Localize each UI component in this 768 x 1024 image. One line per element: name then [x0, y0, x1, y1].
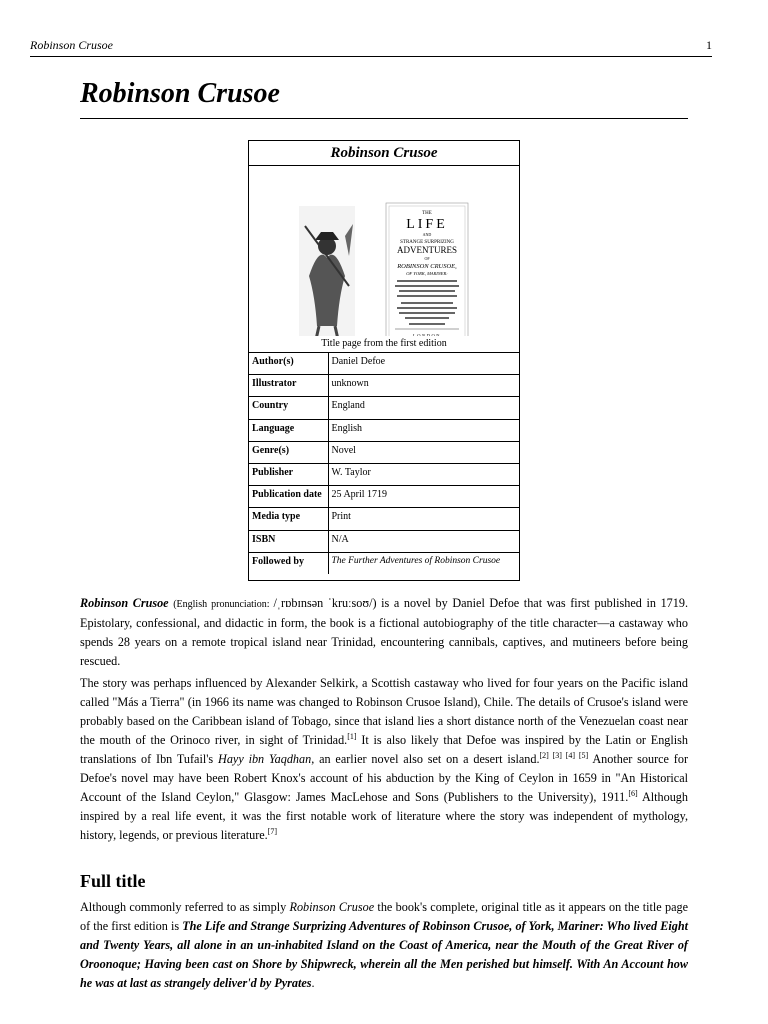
- citation-link[interactable]: [6]: [628, 788, 638, 798]
- row-value: N/A: [328, 530, 519, 552]
- text-run: the book's complete, original title as it appears on the title page of the first edition is: [80, 900, 688, 933]
- running-title: Robinson Crusoe: [30, 38, 114, 52]
- tp-crusoe: ROBINSON CRUSOE,: [397, 263, 457, 270]
- tp-of: OF: [424, 256, 430, 261]
- page-title: Robinson Crusoe: [80, 78, 688, 119]
- pronunciation-label: (English pronunciation:: [173, 599, 274, 610]
- frontispiece-illustration: [249, 166, 519, 336]
- row-label: Illustrator: [249, 375, 328, 397]
- infobox-table: [249, 352, 519, 574]
- text-run: .: [311, 976, 315, 990]
- row-label: Genre(s): [249, 441, 328, 463]
- infobox-row: [249, 530, 519, 552]
- row-value: Daniel Defoe: [328, 353, 519, 375]
- row-value: Print: [328, 508, 519, 530]
- row-label: Publication date: [249, 486, 328, 508]
- text-run: It is also likely that Defoe was inspired by the Latin or English translations of Ibn Tufail's: [80, 733, 689, 766]
- image-caption: Title page from the first edition: [321, 338, 447, 349]
- influences-paragraph: [80, 674, 688, 845]
- hayy-title: Hayy ibn Yaqdhan: [218, 752, 312, 766]
- full-title-paragraph: [80, 898, 688, 993]
- row-value: W. Taylor: [328, 463, 519, 485]
- tp-strange: STRANGE SURPRIZING: [400, 240, 454, 245]
- intro-paragraph: [80, 594, 688, 671]
- citation-link[interactable]: [7]: [267, 826, 278, 836]
- text-run: , an earlier novel also set on a desert island.: [311, 752, 540, 766]
- infobox-row: [249, 486, 519, 508]
- infobox-row: [249, 375, 519, 397]
- tp-and: AND: [422, 232, 432, 237]
- row-label: Publisher: [249, 463, 328, 485]
- tp-life: LIFE: [406, 217, 448, 232]
- infobox-title: Robinson Crusoe: [249, 141, 519, 166]
- row-label: Followed by: [249, 552, 328, 574]
- row-label: ISBN: [249, 530, 328, 552]
- row-label: Media type: [249, 508, 328, 530]
- infobox-row: [249, 353, 519, 375]
- text-run: Although inspired by a real life event, it was the first notable work of literature where the story was independent of mythology, history, legends, or previous literature.: [80, 790, 688, 842]
- text-run: Although commonly referred to as simply: [80, 900, 290, 914]
- infobox-row: [249, 463, 519, 485]
- row-label: Author(s): [249, 353, 328, 375]
- followed-by-link[interactable]: The Further Adventures of Robinson Crusoe: [328, 552, 519, 574]
- infobox-row: [249, 441, 519, 463]
- row-label: Language: [249, 419, 328, 441]
- lead-title: Robinson Crusoe: [80, 596, 169, 610]
- row-value: Novel: [328, 441, 519, 463]
- infobox-row: [249, 552, 519, 574]
- row-label: Country: [249, 397, 328, 419]
- ipa-pronunciation: /ˌrɒbɪnsən ˈkruːsoʊ/: [273, 596, 373, 610]
- row-value: English: [328, 419, 519, 441]
- engraving-figure: [299, 206, 355, 336]
- tp-london: LONDON: [413, 333, 441, 336]
- row-value: unknown: [328, 375, 519, 397]
- infobox-row: [249, 508, 519, 530]
- original-full-title: The Life and Strange Surprizing Adventures of Robinson Crusoe, of York, Mariner: Who lived Eight and Twenty Years, all alone in an un-inhabited Island on the Coast of America, near the Mouth of the Great River of Oroonoque; Having been cast on Shore by Shipwreck, wherein all the Men perished but himself. With An Account how he was at last as strangely deliver'd by Pyrates: [80, 919, 688, 990]
- row-value: 25 April 1719: [328, 486, 519, 508]
- section-heading-full-title: Full title: [80, 871, 146, 891]
- text-run: The story was perhaps influenced by Alexander Selkirk, a Scottish castaway who lived for four years on the Pacific island called "Más a Tierra" (in 1966 its name was changed to Robinson Crusoe Island), Chile. The details of Crusoe's island were probably based on the Caribbean island of Tobago, since that island lies a short distance north of the Venezuelan coast near the mouth of the Orinoco river, in sight of Trinidad.: [80, 676, 688, 747]
- citation-link[interactable]: [2] [3] [4] [5]: [539, 750, 589, 760]
- infobox: [248, 140, 520, 581]
- infobox-row: [249, 397, 519, 419]
- tp-the: THE: [422, 211, 432, 216]
- title-italic: Robinson Crusoe: [289, 900, 375, 914]
- infobox-row: [249, 419, 519, 441]
- citation-link[interactable]: [1]: [347, 731, 357, 741]
- tp-adventures: ADVENTURES: [397, 245, 457, 255]
- row-value: England: [328, 397, 519, 419]
- page-number: 1: [706, 38, 712, 52]
- running-header: [30, 38, 712, 57]
- intro-text: ) is a novel by Daniel Defoe that was first published in 1719. Epistolary, confessional, and didactic in form, the book is a fictional autobiography of the title character—a castaway who spends 28 years on a remote tropical island near Trinidad, encountering cannibals, captives, and mutineers before being rescued.: [80, 596, 688, 668]
- text-run: Another source for Defoe's novel may have been Robert Knox's account of his abduction by the King of Ceylon in 1659 in "An Historical Account of the Island Ceylon," Glasgow: James MacLehose and Sons (Publishers to the University), 1911.: [80, 752, 688, 804]
- title-page-image: [249, 166, 519, 336]
- tp-york: OF YORK, MARINER:: [406, 271, 448, 276]
